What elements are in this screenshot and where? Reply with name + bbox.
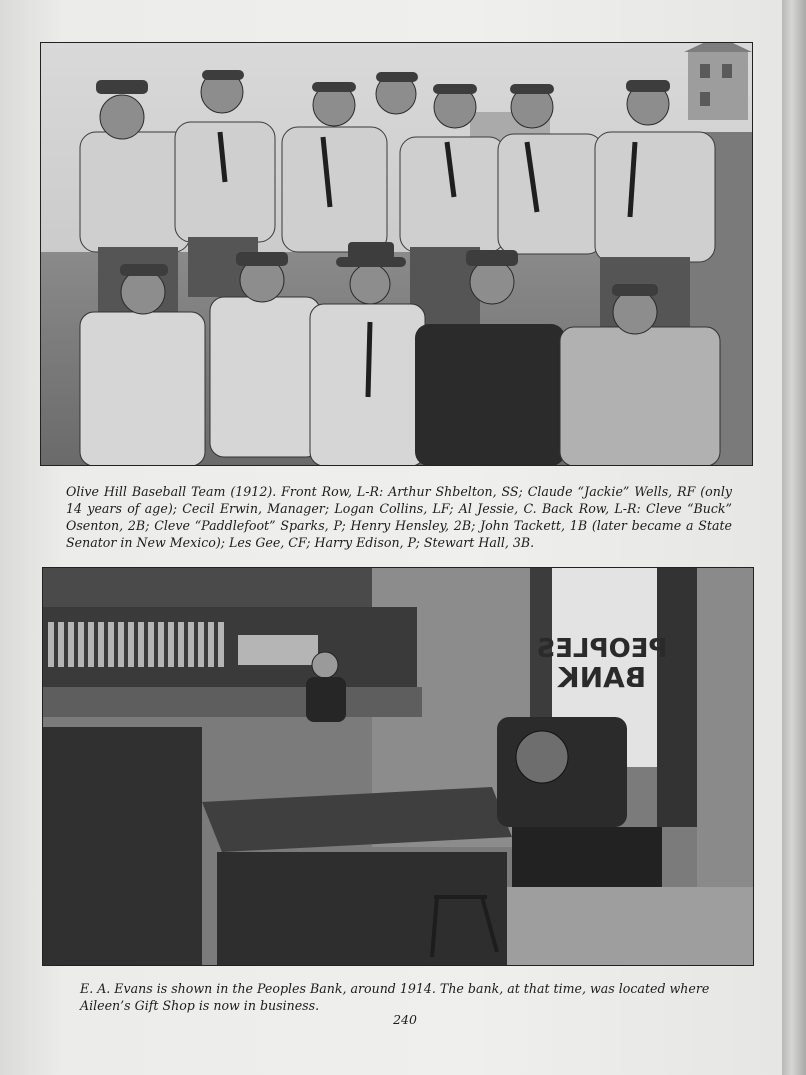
baseball-team-image bbox=[40, 42, 753, 466]
book-spine-edge bbox=[782, 0, 806, 1075]
peoples-bank-photo bbox=[42, 567, 754, 966]
team-photo-caption: Olive Hill Baseball Team (1912). Front Row, L-R: Arthur Shbelton, SS; Claude “Jackie” Wells, RF (only 14 years of age); Cecil Erwin, Manager; Logan Collins, LF; Al Jessie, C. Back Row, L-R: Cleve “Buck” Osenton, 2B; Cleve “Paddlefoot” Sparks, P; Henry Hensley, 2B; John Tackett, 1B (later became a State Senator in New Mexico); Les Gee, CF; Harry Edison, P; Stewart Hall, 3B. bbox=[66, 484, 732, 550]
bank-photo-caption: E. A. Evans is shown in the Peoples Bank, around 1914. The bank, at that time, was located where Aileen’s Gift Shop is now in business. bbox=[80, 981, 710, 1013]
svg-text:BANK: BANK bbox=[557, 661, 647, 694]
baseball-team-photo bbox=[40, 42, 753, 466]
page-number: 240 bbox=[393, 1012, 417, 1027]
svg-text:PEOPLES: PEOPLES bbox=[536, 634, 668, 664]
bank-interior-image bbox=[42, 567, 754, 966]
